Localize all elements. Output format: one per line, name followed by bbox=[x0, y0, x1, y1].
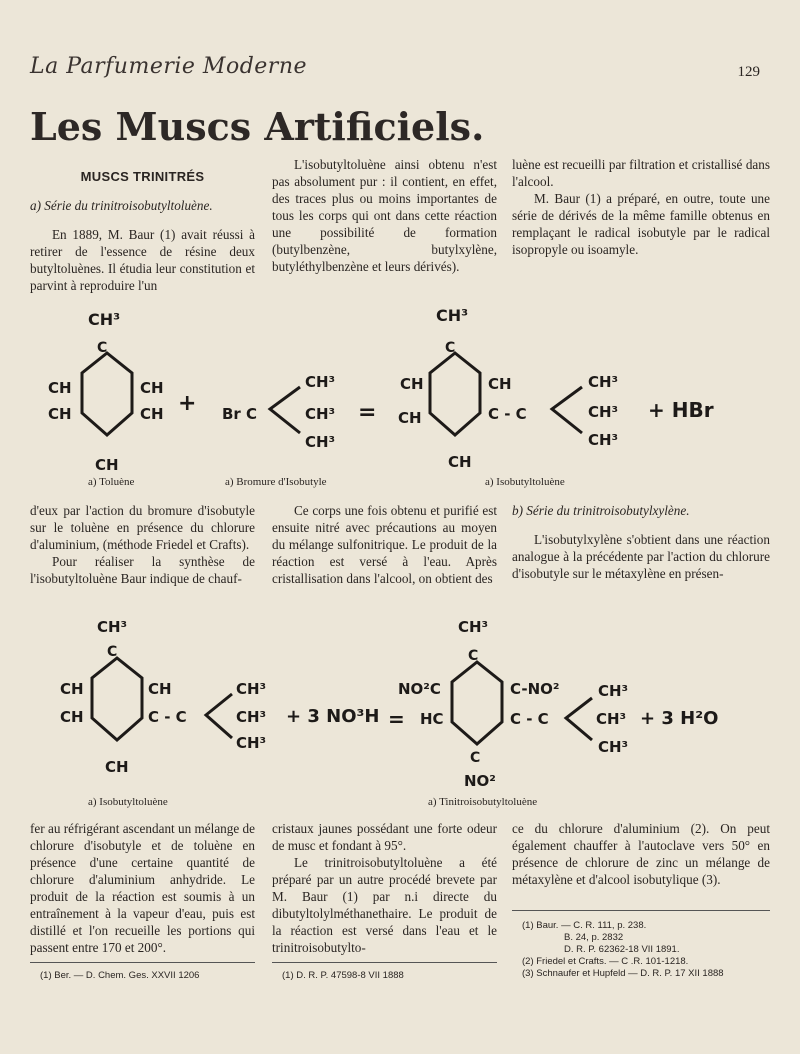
ch-label: CH bbox=[448, 453, 472, 471]
hc-label: HC bbox=[420, 710, 444, 728]
hno3-label: + 3 NO³H bbox=[286, 706, 380, 727]
footnote: (1) Ber. — D. Chem. Ges. XXVII 1206 bbox=[40, 970, 200, 981]
formula-2-diagram bbox=[0, 610, 800, 790]
c-c-label: C - C bbox=[488, 405, 527, 423]
page-number: 129 bbox=[737, 64, 760, 80]
ch3-label: CH³ bbox=[88, 310, 121, 329]
bot-col-3 bbox=[512, 820, 770, 888]
footnote-rule bbox=[272, 962, 497, 963]
footnote-rule bbox=[30, 962, 255, 963]
footnote-group bbox=[522, 920, 772, 980]
isobutyltoluene-ring bbox=[398, 306, 527, 471]
c-label: C bbox=[468, 648, 479, 664]
top-col-2 bbox=[272, 156, 497, 275]
toluene-ring bbox=[48, 310, 164, 474]
mid-col-1 bbox=[30, 502, 255, 587]
ch3-label: CH³ bbox=[598, 682, 629, 700]
ch3-label: CH³ bbox=[236, 680, 267, 698]
c-label: C bbox=[97, 340, 108, 356]
caption-bromure: a) Bromure d'Isobutyle bbox=[225, 476, 327, 488]
paragraph: L'isobutyltoluène ainsi obtenu n'est pas absolument pur : il contient, en effet, des traces plus ou moins importantes de tous les corps qui ont dans cette réaction une possibilité de formation (butylbenzène, butylxylène, butyléthylbenzène et leurs dérivés). bbox=[272, 157, 497, 274]
paragraph: luène est recueilli par filtration et cristallisé dans l'alcool. bbox=[512, 157, 770, 189]
ch-label: CH bbox=[48, 405, 72, 423]
article-title: Les Muscs Artificiels. bbox=[30, 104, 485, 149]
ch3-label: CH³ bbox=[305, 433, 336, 451]
ch3-label: CH³ bbox=[436, 306, 469, 325]
ch-label: CH bbox=[105, 758, 129, 776]
br-c-label: Br C bbox=[222, 405, 258, 423]
ch3-label: CH³ bbox=[598, 738, 629, 756]
c-label: C bbox=[445, 340, 456, 356]
footnote: (1) D. R. P. 47598-8 VII 1888 bbox=[282, 970, 404, 981]
bot-col-1 bbox=[30, 820, 255, 956]
formula-1-diagram bbox=[0, 295, 800, 475]
ch-label: CH bbox=[48, 379, 72, 397]
top-col-1 bbox=[30, 150, 255, 294]
hbr-label: + HBr bbox=[648, 398, 714, 422]
paragraph: ce du chlorure d'aluminium (2). On peut également chauffer à l'autoclave vers 50° en présence de chlorure de zinc un mélange de métaxylène et d'alcool isobutylique (3). bbox=[512, 821, 770, 887]
c-c-label: C - C bbox=[510, 710, 549, 728]
isobutyltoluene-ring bbox=[60, 618, 187, 776]
ch3-label: CH³ bbox=[305, 373, 336, 391]
ch-label: CH bbox=[95, 456, 119, 474]
ch-label: CH bbox=[488, 375, 512, 393]
ch3-label: CH³ bbox=[588, 373, 619, 391]
ch3-label: CH³ bbox=[588, 431, 619, 449]
footnote: B. 24, p. 2832 bbox=[564, 932, 624, 943]
paragraph: cristaux jaunes possédant une forte odeur de musc et fondant à 95°. bbox=[272, 821, 497, 853]
paragraph: Pour réaliser la synthèse de l'isobutyltoluène Baur indique de chauf- bbox=[30, 554, 255, 586]
footnote: (1) Baur. — C. R. 111, p. 238. bbox=[522, 920, 647, 931]
ch3-label: CH³ bbox=[97, 618, 128, 636]
ch-label: CH bbox=[60, 680, 84, 698]
no2-label: NO² bbox=[464, 772, 496, 790]
caption-isobutyltoluene-2: a) Isobutyltoluène bbox=[88, 796, 168, 808]
mid-col-3 bbox=[512, 502, 770, 582]
c-c-label: C - C bbox=[148, 708, 187, 726]
c-no2-label: C-NO² bbox=[510, 680, 560, 698]
h2o-label: + 3 H²O bbox=[640, 708, 719, 729]
bot-col-2 bbox=[272, 820, 497, 956]
ch-label: CH bbox=[140, 405, 164, 423]
caption-trinitro: a) Tinitroisobutyltoluène bbox=[428, 796, 538, 808]
footnote: (3) Schnaufer et Hupfeld — D. R. P. 17 XII 1888 bbox=[522, 968, 724, 979]
ch3-label: CH³ bbox=[236, 734, 267, 752]
paragraph: Ce corps une fois obtenu et purifié est ensuite nitré avec précautions au moyen du mélange sulfonitrique. Le produit de la réaction est versé à l'eau. Après cristallisation dans l'alcool, on obtient des bbox=[272, 503, 497, 586]
ch-label: CH bbox=[60, 708, 84, 726]
paragraph: M. Baur (1) a préparé, en outre, toute une série de dérivés de la même famille obtenus en remplaçant le radical isobutyle par le radical isopropyle ou isoamyle. bbox=[512, 191, 770, 257]
section-heading: MUSCS TRINITRÉS bbox=[80, 169, 205, 184]
subsection-a: a) Série du trinitroisobutyltoluène. bbox=[30, 198, 213, 213]
plus-sign: + bbox=[178, 391, 197, 416]
ch3-label: CH³ bbox=[588, 403, 619, 421]
equals-sign: = bbox=[358, 400, 377, 425]
footnote-rule bbox=[512, 910, 770, 911]
mid-col-2 bbox=[272, 502, 497, 587]
ch3-label: CH³ bbox=[458, 618, 489, 636]
paragraph: En 1889, M. Baur (1) avait réussi à retirer de l'essence de résine deux butyltoluènes. Il étudia leur constitution et parvint à reproduire l'un bbox=[30, 227, 255, 293]
caption-isobutyltoluene: a) Isobutyltoluène bbox=[485, 476, 565, 488]
c-label: C bbox=[470, 750, 481, 766]
c-label: C bbox=[107, 644, 118, 660]
ch-label: CH bbox=[398, 409, 422, 427]
caption-toluene: a) Toluène bbox=[88, 476, 135, 488]
paragraph: L'isobutylxylène s'obtient dans une réaction analogue à la précédente par l'action du chlorure d'isobutyle sur le métaxylène en présen- bbox=[512, 532, 770, 581]
no2c-label: NO²C bbox=[398, 680, 441, 698]
paragraph: Le trinitroisobutyltoluène a été préparé par un autre procédé brevete par M. Baur (1) par n.i directe du dibutyltolylméthanethaire. Le produit de la réaction est versé dans l'eau et le trinitroisobutylto- bbox=[272, 855, 497, 955]
ch3-label: CH³ bbox=[236, 708, 267, 726]
footnote: D. R. P. 62362-18 VII 1891. bbox=[564, 944, 680, 955]
ch-label: CH bbox=[148, 680, 172, 698]
paragraph: fer au réfrigérant ascendant un mélange de chlorure d'isobutyle et de toluène en présence d'une certaine quantité de chlorure d'aluminium anhydride. Le produit de la réaction est soumis à un entraînement à la vapeur d'eau, puis est distillé et l'on recueille les portions qui passent entre 170 et 200°. bbox=[30, 821, 255, 955]
ch-label: CH bbox=[400, 375, 424, 393]
trinitro-ring bbox=[398, 618, 559, 790]
top-col-3 bbox=[512, 156, 770, 258]
footnote: (2) Friedel et Crafts. — C .R. 101-1218. bbox=[522, 956, 689, 967]
ch3-label: CH³ bbox=[596, 710, 627, 728]
ch3-label: CH³ bbox=[305, 405, 336, 423]
subsection-b: b) Série du trinitroisobutylxylène. bbox=[512, 503, 690, 518]
journal-header: La Parfumerie Moderne bbox=[30, 54, 308, 79]
paragraph: d'eux par l'action du bromure d'isobutyle sur le toluène en présence du chlorure d'aluminium, (méthode Friedel et Crafts). bbox=[30, 503, 255, 552]
ch-label: CH bbox=[140, 379, 164, 397]
equals-sign: = bbox=[388, 707, 405, 731]
